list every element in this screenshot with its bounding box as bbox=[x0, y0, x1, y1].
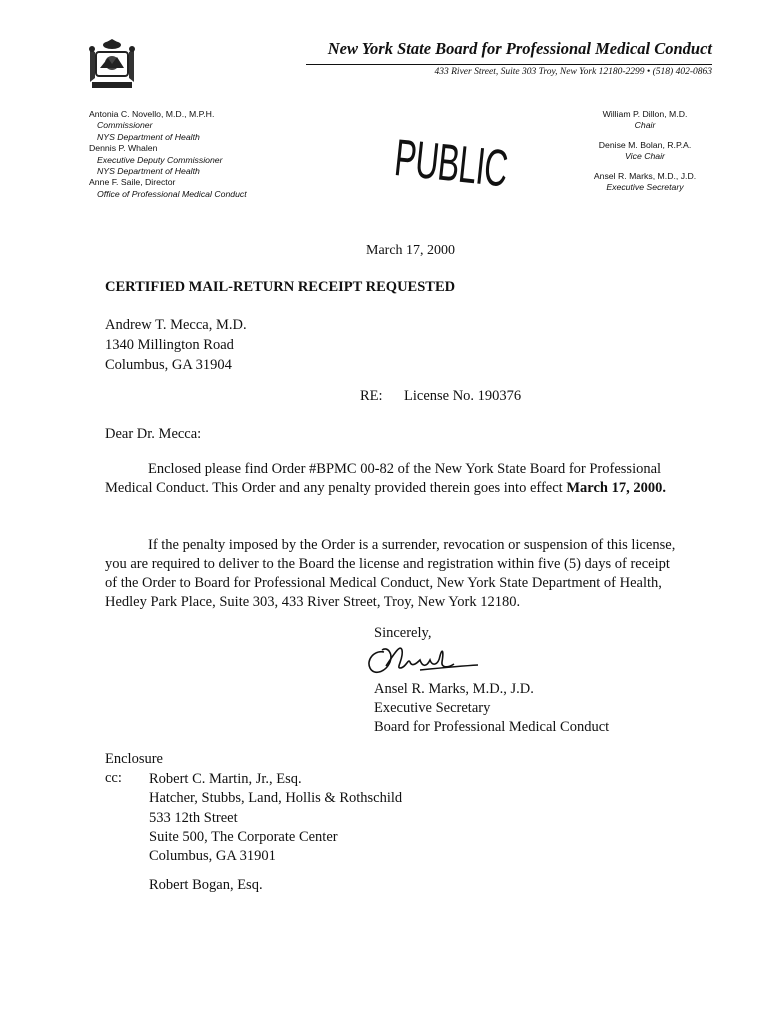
left-staff-line: NYS Department of Health bbox=[97, 166, 200, 177]
header-divider bbox=[306, 64, 712, 65]
right-staff-list bbox=[580, 109, 710, 193]
letter-date: March 17, 2000 bbox=[366, 243, 456, 258]
signer-title: Executive Secretary bbox=[374, 700, 491, 716]
left-staff-line: Antonia C. Novello, M.D., M.P.H. bbox=[89, 109, 215, 119]
re-label: RE: bbox=[360, 388, 383, 404]
left-staff-line: Anne F. Saile, Director bbox=[89, 177, 176, 188]
recipient-line: Andrew T. Mecca, M.D. bbox=[105, 317, 247, 333]
certified-mail-heading: CERTIFIED MAIL-RETURN RECEIPT REQUESTED bbox=[105, 279, 456, 295]
signer-block bbox=[374, 680, 609, 737]
closing: Sincerely, bbox=[374, 625, 432, 641]
enclosure-label: Enclosure bbox=[105, 751, 163, 767]
signature bbox=[360, 632, 480, 682]
paragraph-order bbox=[105, 460, 685, 498]
cc-line: Hatcher, Stubbs, Land, Hollis & Rothschild bbox=[149, 790, 403, 807]
ny-state-seal-icon bbox=[86, 38, 138, 90]
recipient-line: Columbus, GA 31904 bbox=[105, 357, 232, 373]
right-staff-title: Chair bbox=[634, 120, 656, 131]
cc-line: Suite 500, The Corporate Center bbox=[149, 828, 338, 845]
salutation: Dear Dr. Mecca: bbox=[105, 426, 202, 442]
left-staff-line: Office of Professional Medical Conduct bbox=[97, 188, 247, 199]
cc-line: Columbus, GA 31901 bbox=[149, 848, 276, 865]
effective-date: March 17, 2000. bbox=[566, 480, 666, 496]
signer-name: Ansel R. Marks, M.D., J.D. bbox=[374, 681, 534, 697]
left-staff-line: NYS Department of Health bbox=[97, 131, 200, 142]
public-stamp: PUBLIC bbox=[391, 128, 511, 199]
recipient-line: 1340 Millington Road bbox=[105, 337, 234, 353]
right-staff-name: William P. Dillon, M.D. bbox=[602, 109, 688, 119]
board-address: 433 River Street, Suite 303 Troy, New York 12180-2299 • (518) 402-0863 bbox=[434, 67, 712, 77]
cc-line: Robert C. Martin, Jr., Esq. bbox=[149, 771, 302, 787]
signer-organization: Board for Professional Medical Conduct bbox=[374, 719, 610, 735]
cc-line: 533 12th Street bbox=[149, 809, 238, 826]
license-number: License No. 190376 bbox=[404, 388, 522, 404]
cc-second-recipient: Robert Bogan, Esq. bbox=[149, 877, 263, 893]
recipient-address bbox=[105, 315, 247, 375]
cc-list bbox=[149, 770, 402, 866]
left-staff-line: Executive Deputy Commissioner bbox=[97, 154, 223, 165]
left-staff-line: Commissioner bbox=[97, 120, 153, 131]
right-staff-title: Vice Chair bbox=[625, 151, 665, 162]
right-staff-name: Denise M. Bolan, R.P.A. bbox=[598, 139, 692, 150]
paragraph-penalty: If the penalty imposed by the Order is a surrender, revocation or suspension of this license, you are required to deliver to the Board the license and registration within five (5) days of receipt of the Order to Board for Professional Medical Conduct, New York State Department of Health, Hedley Park Place, Suite 303, 433 River Street, Troy, New York 12180. bbox=[105, 537, 676, 610]
board-title: New York State Board for Professional Medical Conduct bbox=[327, 39, 712, 58]
right-staff-title: Executive Secretary bbox=[606, 182, 684, 193]
cc-label: cc: bbox=[105, 770, 122, 786]
paragraph-text: Enclosed please find Order #BPMC 00-82 of the New York State Board for Professional Medical Conduct. This Order and any penalty provided therein goes into effect bbox=[105, 461, 662, 496]
left-staff-list bbox=[89, 109, 247, 200]
left-staff-line: Dennis P. Whalen bbox=[89, 143, 158, 154]
right-staff-name: Ansel R. Marks, M.D., J.D. bbox=[593, 170, 697, 181]
